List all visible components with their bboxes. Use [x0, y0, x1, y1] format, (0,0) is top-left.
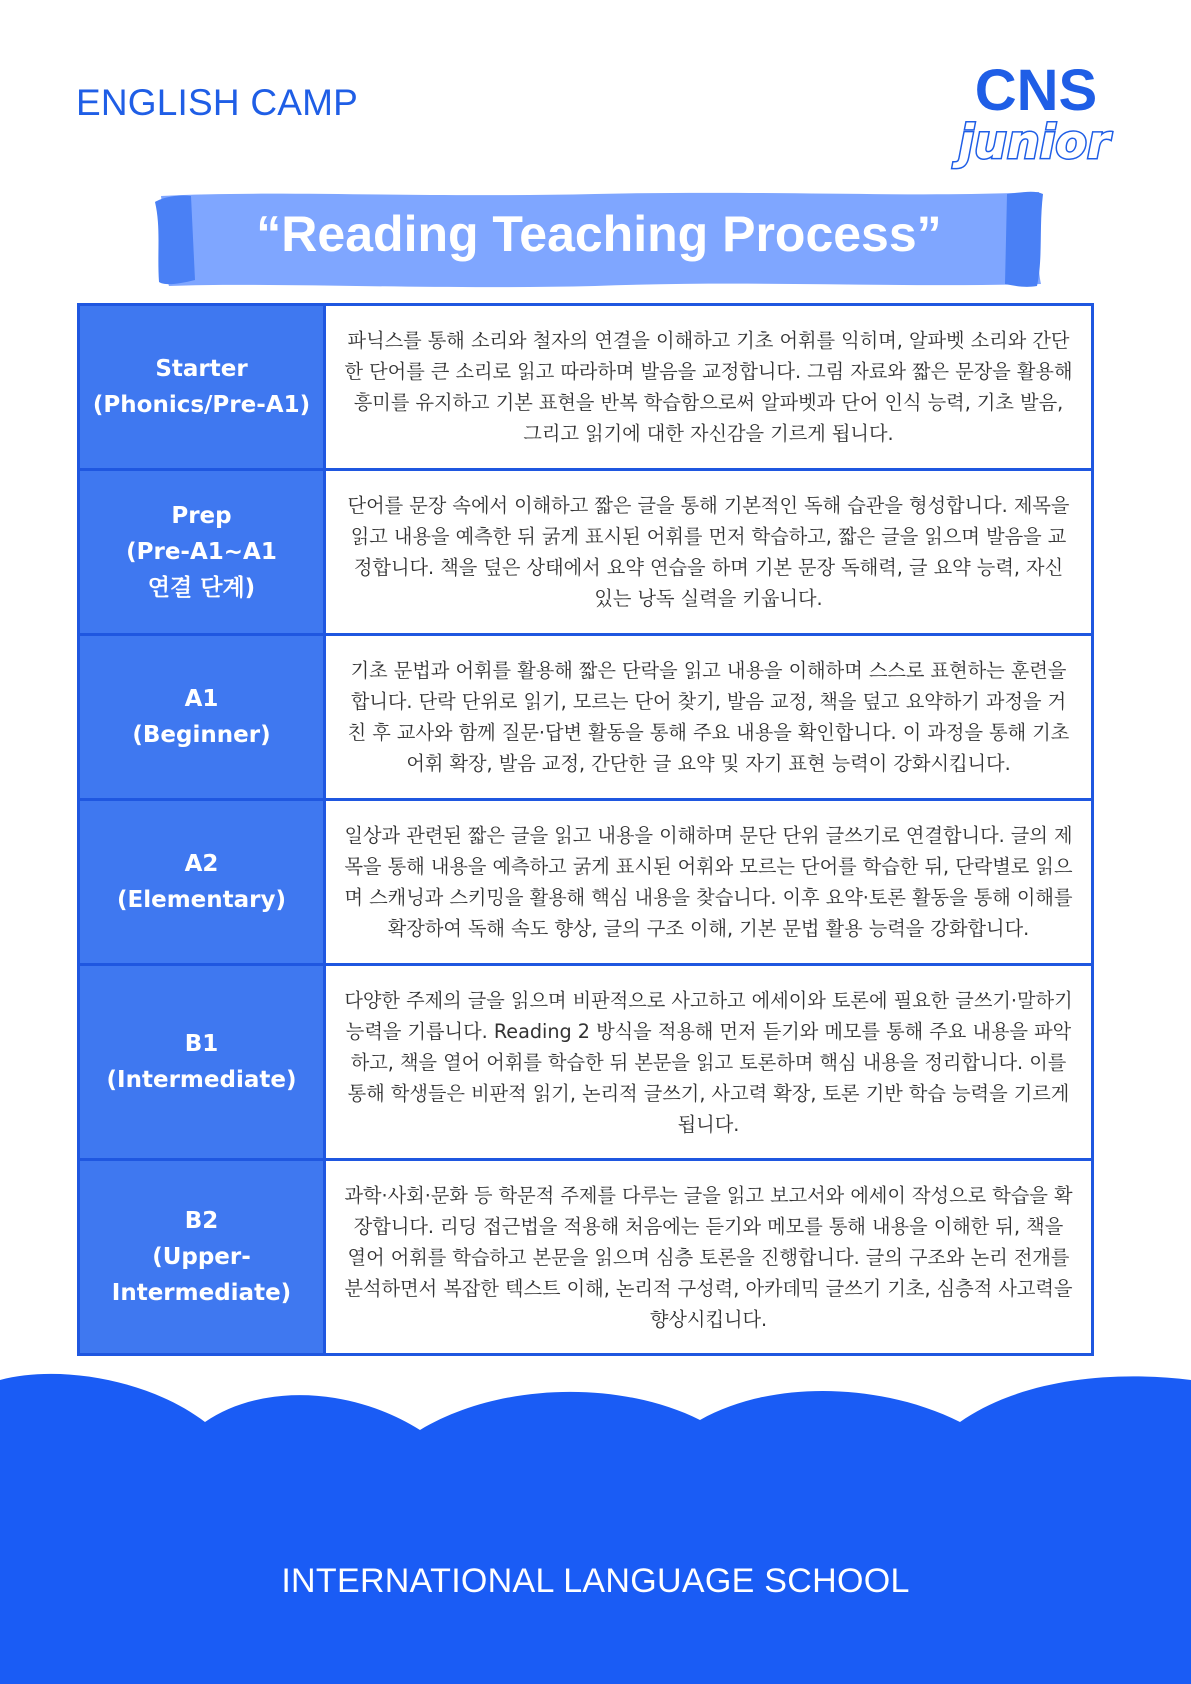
- footer-school-name: INTERNATIONAL LANGUAGE SCHOOL: [281, 1562, 910, 1600]
- stage-label: B1: [184, 1031, 219, 1057]
- stage-cell: [79, 635, 325, 800]
- header-title: ENGLISH CAMP: [76, 82, 359, 123]
- table-row: [79, 965, 1093, 1160]
- stage-label: Starter: [155, 356, 248, 382]
- stage-level: 연결 단계): [147, 575, 256, 601]
- table-row: [79, 1160, 1093, 1355]
- logo-line2: junior: [958, 115, 1110, 169]
- stage-label: Prep: [171, 503, 232, 529]
- stage-label: B2: [184, 1208, 219, 1234]
- table-row: [79, 470, 1093, 635]
- stage-level: (Elementary): [116, 887, 286, 913]
- stage-cell: [79, 800, 325, 965]
- footer-wave: [0, 1370, 1191, 1684]
- table-row: [79, 305, 1093, 470]
- stage-level: Intermediate): [111, 1280, 292, 1306]
- stage-cell: [79, 1160, 325, 1355]
- cns-junior-logo: [958, 58, 1110, 176]
- page-title: “Reading Teaching Process”: [256, 206, 942, 262]
- logo-line1: CNS: [974, 58, 1098, 123]
- stage-level: (Intermediate): [106, 1067, 297, 1093]
- description-cell: 파닉스를 통해 소리와 철자의 연결을 이해하고 기초 어휘를 익히며, 알파벳 소리와 간단한 단어를 큰 소리로 읽고 따라하며 발음을 교정합니다. 그림 자료와 짧은 문장을 활용해 흥미를 유지하고 기본 표현을 반복 학습함으로써 알파벳과 단어 인식 능력, 기초 발음, 그리고 읽기에 대한 자신감을 기르게 됩니다.: [325, 305, 1093, 470]
- stage-cell: [79, 965, 325, 1160]
- stage-label: A1: [184, 686, 219, 712]
- description-cell: 일상과 관련된 짧은 글을 읽고 내용을 이해하며 문단 단위 글쓰기로 연결합니다. 글의 제목을 통해 내용을 예측하고 굵게 표시된 어휘와 모르는 단어를 학습한 뒤, 단락별로 읽으며 스캐닝과 스키밍을 활용해 핵심 내용을 찾습니다. 이후 요약·토론 활동을 통해 이해를 확장하여 독해 속도 향상, 글의 구조 이해, 기본 문법 활용 능력을 강화합니다.: [325, 800, 1093, 965]
- stage-level: (Pre-A1~A1: [126, 539, 277, 565]
- stage-cell: [79, 305, 325, 470]
- stage-level: (Phonics/Pre-A1): [92, 392, 311, 418]
- stage-label: A2: [184, 851, 219, 877]
- description-cell: 다양한 주제의 글을 읽으며 비판적으로 사고하고 에세이와 토론에 필요한 글쓰기·말하기 능력을 기릅니다. Reading 2 방식을 적용해 먼저 듣기와 메모를 통해 주요 내용을 파악하고, 책을 열어 어휘를 학습한 뒤 본문을 읽고 토론하며 핵심 내용을 정리합니다. 이를 통해 학생들은 비판적 읽기, 논리적 글쓰기, 사고력 확장, 토론 기반 학습 능력을 기르게 됩니다.: [325, 965, 1093, 1160]
- description-cell: 과학·사회·문화 등 학문적 주제를 다루는 글을 읽고 보고서와 에세이 작성으로 학습을 확장합니다. 리딩 접근법을 적용해 처음에는 듣기와 메모를 통해 내용을 이해한 뒤, 책을 열어 어휘를 학습하고 본문을 읽으며 심층 토론을 진행합니다. 글의 구조와 논리 전개를 분석하면서 복잡한 텍스트 이해, 논리적 구성력, 아카데믹 글쓰기 기초, 심층적 사고력을 향상시킵니다.: [325, 1160, 1093, 1355]
- table-row: [79, 800, 1093, 965]
- description-cell: 기초 문법과 어휘를 활용해 짧은 단락을 읽고 내용을 이해하며 스스로 표현하는 훈련을 합니다. 단락 단위로 읽기, 모르는 단어 찾기, 발음 교정, 책을 덮고 요약하기 과정을 거친 후 교사와 함께 질문·답변 활동을 통해 주요 내용을 확인합니다. 이 과정을 통해 기초 어휘 확장, 발음 교정, 간단한 글 요약 및 자기 표현 능력이 강화시킵니다.: [325, 635, 1093, 800]
- description-cell: 단어를 문장 속에서 이해하고 짧은 글을 통해 기본적인 독해 습관을 형성합니다. 제목을 읽고 내용을 예측한 뒤 굵게 표시된 어휘를 먼저 학습하고, 짧은 글을 읽으며 발음을 교정합니다. 책을 덮은 상태에서 요약 연습을 하며 기본 문장 독해력, 글 요약 능력, 자신 있는 낭독 실력을 키웁니다.: [325, 470, 1093, 635]
- stage-level: (Beginner): [132, 722, 271, 748]
- table-row: [79, 635, 1093, 800]
- stage-level: (Upper-: [152, 1244, 251, 1270]
- process-table: [77, 303, 1094, 1356]
- stage-cell: [79, 470, 325, 635]
